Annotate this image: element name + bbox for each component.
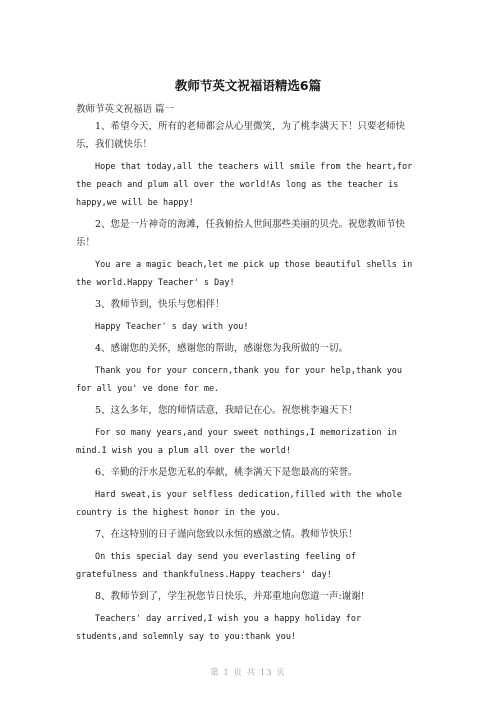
- paragraph-en-8: Teachers' day arrived,I wish you a happy holiday for students,and solemnly say to you:thank you!: [76, 614, 362, 642]
- paragraph-en-2: You are a magic beach,let me pick up those beautiful shells in the world.Happy Teacher' s Day!: [76, 260, 413, 288]
- paragraph-cn-3: 3、教师节到，快乐与您相伴！: [95, 299, 225, 310]
- paragraph-cn-2: 2、您是一片神奇的海滩，任我俯拾人世间那些美丽的贝壳。祝您教师节快乐！: [76, 219, 406, 248]
- paragraph-en-1: Hope that today,all the teachers will smile from the heart,for the peach and plum all over the world!As long as the teacher is happy,we will be happy!: [76, 162, 413, 208]
- paragraph-en-7: On this special day send you everlasting feeling of gratefulness and thankfulness.Happy teachers' day!: [76, 552, 356, 580]
- paragraph-en-4: Thank you for your concern,thank you for your help,thank you for all you' ve done for me.: [76, 366, 403, 394]
- paragraph-cn-4: 4、感谢您的关怀，感谢您的帮助，感谢您为我所做的一切。: [95, 343, 349, 354]
- paragraph-en-5: For so many years,and your sweet nothings,I memorization in mind.I wish you a plum all over the world!: [76, 428, 397, 456]
- paragraph-cn-6: 6、辛勤的汗水是您无私的奉献，桃李满天下是您最高的荣誉。: [95, 467, 358, 478]
- paragraph-en-3: Happy Teacher' s day with you!: [95, 322, 249, 332]
- paragraph-cn-5: 5、这么多年，您的师情话意，我暗记在心。祝您桃李遍天下！: [95, 405, 358, 416]
- document-title: 教师节英文祝福语精选6篇: [174, 78, 322, 93]
- paragraph-cn-7: 7、在这特别的日子谨向您致以永恒的感激之情。教师节快乐！: [95, 529, 358, 540]
- paragraph-cn-8: 8、教师节到了，学生祝您节日快乐，并郑重地向您道一声:谢谢!: [95, 591, 365, 602]
- section-heading: 教师节英文祝福语 篇一: [76, 104, 175, 115]
- page-footer: 第 1 页 共 13 页: [210, 668, 286, 678]
- document-body: [76, 118, 421, 650]
- paragraph-cn-1: 1、希望今天，所有的老师都会从心里微笑，为了桃李满天下！只要老师快乐，我们就快乐！: [76, 121, 406, 150]
- paragraph-en-6: Hard sweat,is your selfless dedication,filled with the whole country is the highest honor in the you.: [76, 490, 403, 518]
